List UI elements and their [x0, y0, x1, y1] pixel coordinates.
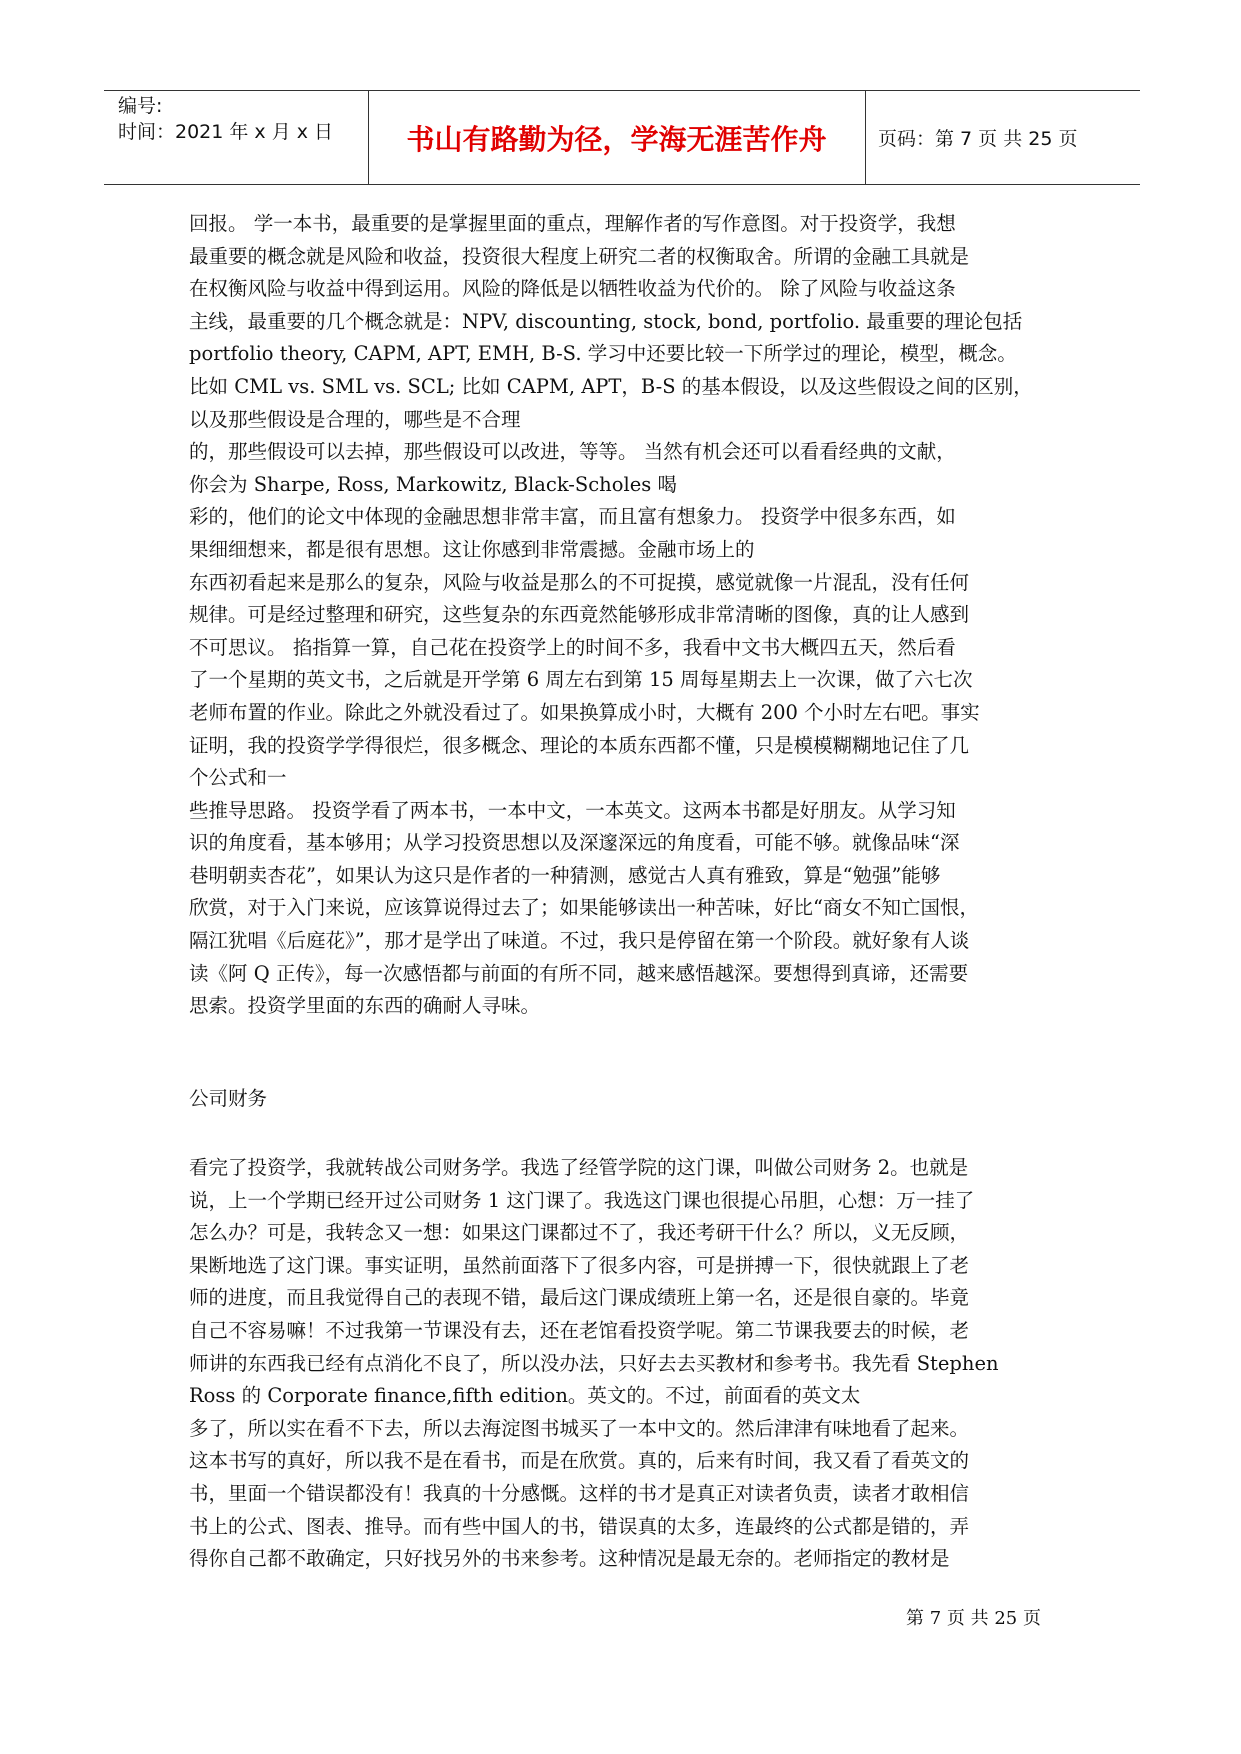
header-meta — [118, 91, 368, 184]
text-line: 的，那些假设可以去掉，那些假设可以改进，等等。 当然有机会还可以看看经典的文献， — [189, 440, 956, 464]
text-line: 个公式和一 — [189, 766, 287, 790]
text-line: 思索。投资学里面的东西的确耐人寻味。 — [189, 994, 541, 1018]
text-line: 回报。 学一本书，最重要的是掌握里面的重点，理解作者的写作意图。对于投资学，我想 — [189, 212, 956, 235]
text-line: 在权衡风险与收益中得到运用。风险的降低是以牺牲收益为代价的。 除了风险与收益这条 — [189, 277, 956, 301]
page-header — [104, 90, 1140, 185]
text-line: 这本书写的真好，所以我不是在看书，而是在欣赏。真的，后来有时间，我又看了看英文的 — [189, 1449, 970, 1473]
text-line: 读《阿 Q 正传》，每一次感悟都与前面的有所不同，越来感悟越深。要想得到真谛，还需要 — [189, 961, 969, 985]
text-line: 隔江犹唱《后庭花》”，那才是学出了味道。不过，我只是停留在第一个阶段。就好象有人谈 — [189, 929, 970, 953]
text-line: 师讲的东西我已经有点消化不良了，所以没办法，只好去去买教材和参考书。我先看 Stephen — [189, 1351, 999, 1375]
text-line: 欣赏，对于入门来说，应该算说得过去了；如果能够读出一种苦味，好比“商女不知亡国恨， — [189, 896, 979, 920]
text-line: 多了，所以实在看不下去，所以去海淀图书城买了一本中文的。然后津津有味地看了起来。 — [189, 1416, 970, 1440]
text-line: portfolio theory, CAPM, APT, EMH, B-S. 学习中还要比较一下所学过的理论，模型，概念。 — [189, 342, 1017, 366]
time-label: 时间：2021 年 x 月 x 日 — [118, 121, 334, 143]
text-line: 你会为 Sharpe, Ross, Markowitz, Black-Scholes 喝 — [189, 472, 677, 496]
header-page-info: 页码：第 7 页 共 25 页 — [878, 128, 1078, 150]
text-line: 了一个星期的英文书，之后就是开学第 6 周左右到第 15 周每星期去上一次课，做了六七次 — [189, 668, 973, 692]
text-line: 以及那些假设是合理的，哪些是不合理 — [189, 407, 521, 431]
header-motto: 书山有路勤为径，学海无涯苦作舟 — [406, 122, 827, 156]
text-line: 怎么办？可是，我转念又一想：如果这门课都过不了，我还考研干什么？所以，义无反顾， — [189, 1221, 970, 1245]
text-line: 证明，我的投资学学得很烂，很多概念、理论的本质东西都不懂，只是模模糊糊地记住了几 — [189, 733, 970, 757]
text-line: 比如 CML vs. SML vs. SCL; 比如 CAPM, APT，B-S 的基本假设，以及这些假设之间的区别， — [189, 374, 1033, 398]
text-line: 果细细想来，都是很有思想。这让你感到非常震撼。金融市场上的 — [189, 537, 755, 561]
text-line: 识的角度看，基本够用；从学习投资思想以及深邃深远的角度看，可能不够。就像品味“深 — [189, 831, 960, 855]
text-line: 自己不容易嘛！不过我第一节课没有去，还在老馆看投资学呢。第二节课我要去的时候，老 — [189, 1318, 970, 1342]
text-line: 看完了投资学，我就转战公司财务学。我选了经管学院的这门课，叫做公司财务 2。也就是 — [189, 1156, 969, 1179]
body-text — [189, 208, 1059, 1023]
section-text — [189, 1152, 1059, 1576]
page-footer: 第 7 页 共 25 页 — [906, 1608, 1041, 1629]
text-line: 老师布置的作业。除此之外就没看过了。如果换算成小时，大概有 200 个小时左右吧。事实 — [189, 700, 980, 724]
text-line: Ross 的 Corporate finance,fifth edition。英文的。不过，前面看的英文太 — [189, 1384, 861, 1408]
number-label: 编号: — [118, 95, 163, 117]
text-line: 书上的公式、图表、推导。而有些中国人的书，错误真的太多，连最终的公式都是错的，弄 — [189, 1514, 970, 1538]
text-line: 规律。可是经过整理和研究，这些复杂的东西竟然能够形成非常清晰的图像，真的让人感到 — [189, 603, 970, 627]
text-line: 得你自己都不敢确定，只好找另外的书来参考。这种情况是最无奈的。老师指定的教材是 — [189, 1547, 950, 1571]
section-heading: 公司财务 — [189, 1087, 268, 1110]
text-line: 主线，最重要的几个概念就是：NPV, discounting, stock, bond, portfolio. 最重要的理论包括 — [189, 309, 1023, 333]
text-line: 彩的，他们的论文中体现的金融思想非常丰富，而且富有想象力。 投资学中很多东西，如 — [189, 505, 956, 529]
text-line: 巷明朝卖杏花”，如果认为这只是作者的一种猜测，感觉古人真有雅致，算是“勉强”能够 — [189, 863, 941, 887]
text-line: 东西初看起来是那么的复杂，风险与收益是那么的不可捉摸，感觉就像一片混乱，没有任何 — [189, 570, 970, 594]
text-line: 说，上一个学期已经开过公司财务 1 这门课了。我选这门课也很提心吊胆，心想：万一挂了 — [189, 1188, 975, 1212]
text-line: 书，里面一个错误都没有！我真的十分感慨。这样的书才是真正对读者负责，读者才敢相信 — [189, 1481, 970, 1505]
text-line: 果断地选了这门课。事实证明，虽然前面落下了很多内容，可是拼搏一下，很快就跟上了老 — [189, 1253, 970, 1277]
text-line: 不可思议。 掐指算一算，自己花在投资学上的时间不多，我看中文书大概四五天，然后看 — [189, 635, 956, 659]
text-line: 些推导思路。 投资学看了两本书，一本中文，一本英文。这两本书都是好朋友。从学习知 — [189, 798, 956, 822]
text-line: 师的进度，而且我觉得自己的表现不错，最后这门课成绩班上第一名，还是很自豪的。毕竟 — [189, 1286, 970, 1310]
text-line: 最重要的概念就是风险和收益，投资很大程度上研究二者的权衡取舍。所谓的金融工具就是 — [189, 244, 970, 268]
